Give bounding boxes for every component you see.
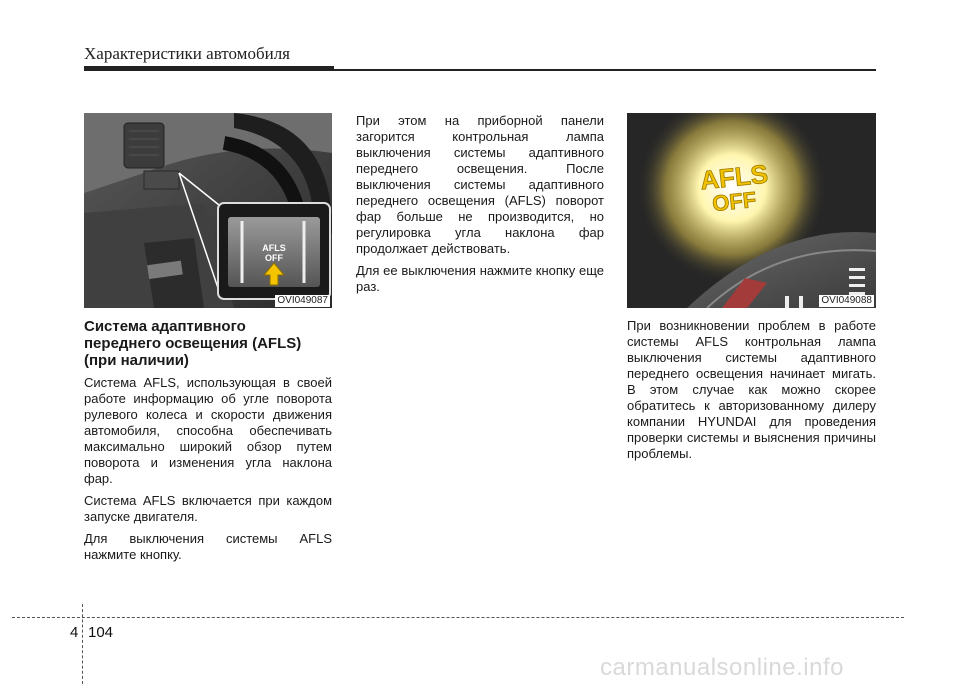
figure-code: OVI049088 [821, 295, 872, 306]
indicator-text-off: OFF [711, 186, 758, 217]
section-number: 4 [70, 624, 79, 641]
figure-dashboard-button [84, 113, 332, 308]
section-heading: Система адаптивного переднего освещения (AFLS) (при наличии) [84, 318, 302, 369]
page-number: 104 [88, 624, 114, 641]
middle-column [356, 113, 604, 301]
button-label-afls: AFLS [262, 243, 286, 253]
footer-rule [12, 617, 904, 618]
paragraph: Система AFLS, использующая в своей работе информацию об угле поворота рулевого колеса и скорости движения автомобиля, способна обеспечивать максимально широкий обзор путем поворота и изменения угла наклона фар. [84, 375, 332, 486]
footer-divider [82, 604, 83, 684]
paragraph: При возникновении проблем в работе системы AFLS контрольная лампа выключения системы адаптивного переднего освещения начинает мигать. В этом случае как можно скорее обратитесь к авторизованному дилеру компании HYUNDAI для проведения проверки системы и выяснения причины проблемы. [627, 318, 876, 461]
figure-code: OVI049087 [277, 295, 328, 306]
page-header-title: Характеристики автомобиля [84, 44, 290, 63]
left-column [84, 318, 332, 569]
right-column [627, 318, 876, 468]
watermark: carmanualsonline.info [600, 654, 844, 681]
paragraph: При этом на приборной панели загорится контрольная лампа выключения системы адаптивного переднего освещения. После выключения системы адаптивного переднего освещения (AFLS) поворот фар больше не производится, но регулировка угла наклона фар продолжает действовать. [356, 113, 604, 256]
paragraph: Система AFLS включается при каждом запуске двигателя. [84, 493, 332, 524]
paragraph: Для выключения системы AFLS нажмите кнопку. [84, 531, 332, 562]
figure-indicator-lamp [627, 113, 876, 308]
header-rule [84, 69, 876, 71]
indicator-text-afls: AFLS [698, 158, 770, 196]
button-label-off: OFF [265, 253, 283, 263]
paragraph: Для ее выключения нажмите кнопку еще раз. [356, 263, 604, 294]
